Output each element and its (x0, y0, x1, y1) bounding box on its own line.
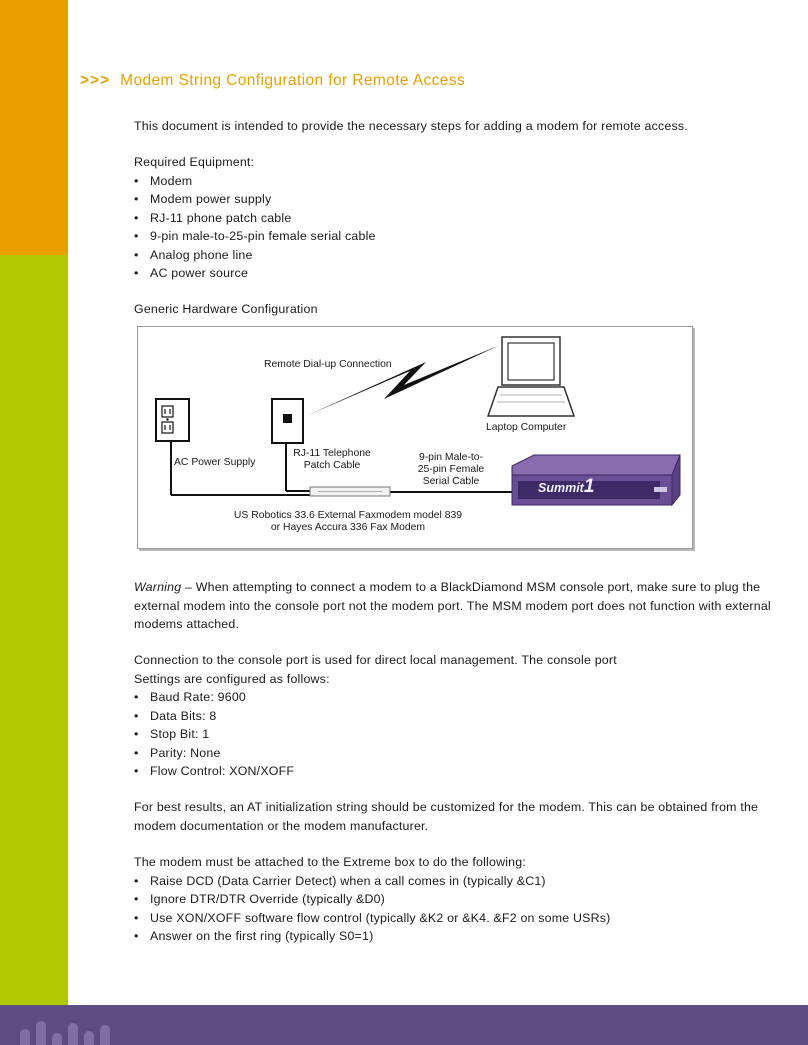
laptop-label: Laptop Computer (486, 422, 567, 433)
list-item: • 9-pin male-to-25-pin female serial cable (134, 227, 784, 246)
side-bar-orange (0, 0, 68, 255)
heading-text: Modem String Configuration for Remote Access (120, 72, 466, 89)
list-item: • Flow Control: XON/XOFF (134, 762, 784, 781)
side-bar-green (0, 255, 68, 1005)
list-item: • Data Bits: 8 (134, 707, 784, 726)
footer-decoration (0, 1005, 808, 1045)
power-outlet-icon (156, 399, 189, 441)
console-intro-line2: Settings are configured as follows: (134, 671, 330, 686)
list-item: • Baud Rate: 9600 (134, 688, 784, 707)
list-item: • Ignore DTR/DTR Override (typically &D0) (134, 890, 784, 909)
warning-paragraph (134, 578, 779, 634)
list-item: • Answer on the first ring (typically S0=1) (134, 927, 784, 946)
serial-cable-label: 9-pin Male-to- 25-pin Female Serial Cable (417, 452, 485, 487)
intro-paragraph: This document is intended to provide the necessary steps for adding a modem for remote access. (134, 119, 688, 133)
equipment-list (134, 172, 784, 283)
modem-label: US Robotics 33.6 External Faxmodem model 839 or Hayes Accura 336 Fax Modem (233, 510, 463, 533)
list-item: • Use XON/XOFF software flow control (typically &K2 or &K4. &F2 on some USRs) (134, 909, 784, 928)
list-item: • Modem power supply (134, 190, 784, 209)
list-item: • Parity: None (134, 744, 784, 763)
phone-jack-icon (272, 399, 303, 443)
console-intro-line1: Connection to the console port is used for direct local management. The console port (134, 653, 617, 667)
list-item: • RJ-11 phone patch cable (134, 209, 784, 228)
list-item: • Raise DCD (Data Carrier Detect) when a call comes in (typically &C1) (134, 872, 784, 891)
remote-dialup-label: Remote Dial-up Connection (264, 359, 392, 370)
list-item: • Stop Bit: 1 (134, 725, 784, 744)
hardware-diagram (137, 326, 693, 549)
required-equipment-title: Required Equipment: (134, 155, 255, 169)
lightning-bolt-icon (306, 345, 500, 416)
best-results-paragraph: For best results, an AT initialization string should be customized for the modem. This can be obtained from the modem documentation or the modem manufacturer. (134, 800, 759, 833)
console-settings (134, 651, 784, 781)
requirements-title: The modem must be attached to the Extreme box to do the following: (134, 855, 527, 869)
ac-power-label: AC Power Supply (174, 457, 256, 468)
list-item: • Modem (134, 172, 784, 191)
console-settings-list (134, 688, 784, 781)
modem-icon (310, 487, 390, 496)
laptop-icon (488, 337, 574, 416)
warning-text: – When attempting to connect a modem to a BlackDiamond MSM console port, make sure to plug the external modem into the console port not the modem port. The MSM modem port does not function with external modems attached. (134, 580, 771, 631)
diagram-title: Generic Hardware Configuration (134, 302, 318, 316)
requirements-list (134, 872, 784, 946)
list-item: • Analog phone line (134, 246, 784, 265)
heading-marker: >>> (80, 72, 111, 89)
list-item: • AC power source (134, 264, 784, 283)
warning-label: Warning (134, 580, 182, 594)
modem-requirements (134, 853, 784, 946)
page-heading (80, 72, 465, 90)
required-equipment (134, 153, 784, 283)
summit-logo: Summit1 (538, 476, 595, 497)
rj11-label: RJ-11 Telephone Patch Cable (293, 448, 371, 471)
